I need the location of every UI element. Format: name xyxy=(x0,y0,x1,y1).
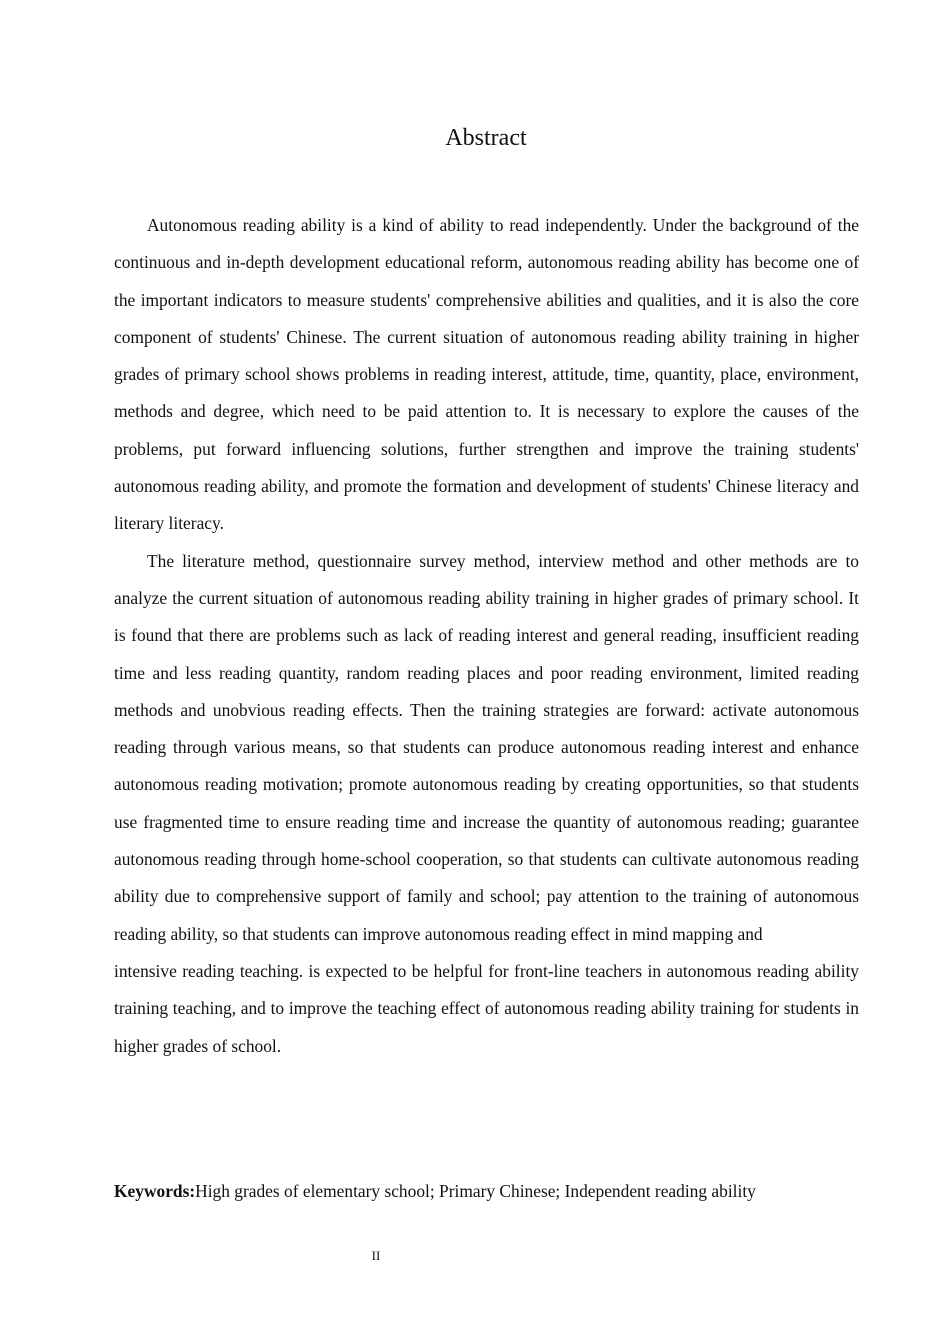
abstract-paragraph-3: intensive reading teaching. is expected to be helpful for front-line teachers in autonomous reading ability training teaching, and to improve the teaching effect of autonomous reading ability training for students in higher grades of school. xyxy=(114,960,859,1056)
keywords-label: Keywords: xyxy=(114,1181,196,1201)
keywords-text: High grades of elementary school; Primary Chinese; Independent reading ability xyxy=(195,1181,756,1201)
abstract-body xyxy=(114,207,859,1065)
abstract-paragraph-2: The literature method, questionnaire survey method, interview method and other methods are to analyze the current situation of autonomous reading ability training in higher grades of primary school. It is found that there are problems such as lack of reading interest and general reading, insufficient reading time and less reading quantity, random reading places and poor reading environment, limited reading methods and unobvious reading effects. Then the training strategies are forward: activate autonomous reading through various means, so that students can produce autonomous reading interest and enhance autonomous reading motivation; promote autonomous reading by creating opportunities, so that students use fragmented time to ensure reading time and increase the quantity of autonomous reading; guarantee autonomous reading through home-school cooperation, so that students can cultivate autonomous reading ability due to comprehensive support of family and school; pay attention to the training of autonomous reading ability, so that students can improve autonomous reading effect in mind mapping and xyxy=(114,550,859,944)
abstract-title: Abstract xyxy=(445,125,527,151)
page-number: II xyxy=(371,1248,381,1263)
abstract-paragraph-1: Autonomous reading ability is a kind of ability to read independently. Under the background of the continuous and in-depth development educational reform, autonomous reading ability has become one of the important indicators to measure students' comprehensive abilities and qualities, and it is also the core component of students' Chinese. The current situation of autonomous reading ability training in higher grades of primary school shows problems in reading interest, attitude, time, quantity, place, environment, methods and degree, which need to be paid attention to. It is necessary to explore the causes of the problems, put forward influencing solutions, further strengthen and improve the training students' autonomous reading ability, and promote the formation and development of students' Chinese literacy and literary literacy. xyxy=(114,215,859,534)
keywords-line xyxy=(114,1173,859,1210)
